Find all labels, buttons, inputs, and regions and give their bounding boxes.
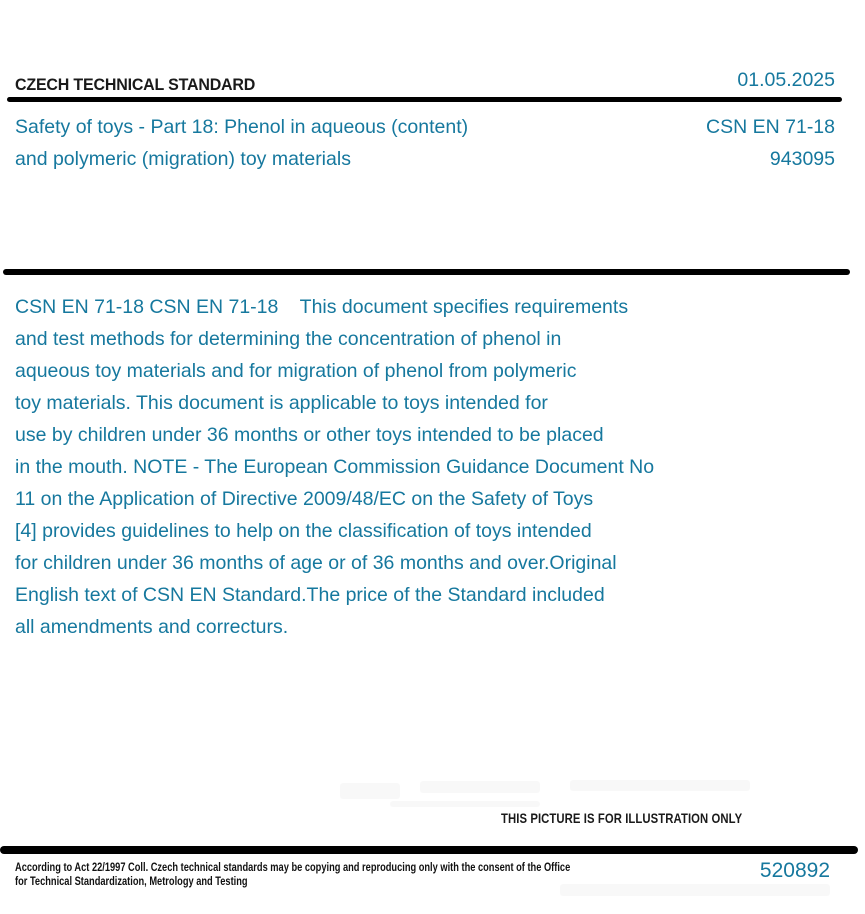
header-rule <box>7 97 842 102</box>
standard-designation: CSN EN 71-18 <box>706 116 835 138</box>
abstract-paragraph <box>15 291 654 643</box>
order-number: 520892 <box>759 859 830 882</box>
watermark-smudge <box>560 884 830 896</box>
abstract-line: use by children under 36 months or other toys intended to be placed <box>15 424 604 446</box>
footer-rule <box>0 846 858 854</box>
watermark-smudge <box>570 780 750 791</box>
legal-notice-line2: for Technical Standardization, Metrology and Testing <box>15 874 248 888</box>
abstract-line: 11 on the Application of Directive 2009/48/EC on the Safety of Toys <box>15 488 594 510</box>
abstract-line: for children under 36 months of age or of 36 months and over.Original <box>15 552 617 574</box>
watermark-smudge <box>340 783 400 799</box>
abstract-line: CSN EN 71-18 CSN EN 71-18 This document specifies requirements <box>15 296 629 318</box>
illustration-notice: THIS PICTURE IS FOR ILLUSTRATION ONLY <box>501 811 743 826</box>
watermark-smudge <box>420 781 540 793</box>
issue-date: 01.05.2025 <box>737 69 835 91</box>
standard-title-line2: and polymeric (migration) toy materials <box>15 148 351 170</box>
abstract-line: and test methods for determining the concentration of phenol in <box>15 328 562 350</box>
legal-notice <box>15 861 570 889</box>
abstract-line: aqueous toy materials and for migration of phenol from polymeric <box>15 360 577 382</box>
page-title: CZECH TECHNICAL STANDARD <box>15 76 256 94</box>
abstract-line: in the mouth. NOTE - The European Commission Guidance Document No <box>15 456 655 478</box>
abstract-line: all amendments and correcturs. <box>15 616 289 638</box>
abstract-line: [4] provides guidelines to help on the classification of toys intended <box>15 520 592 542</box>
abstract-line: English text of CSN EN Standard.The price of the Standard included <box>15 584 605 606</box>
divider-rule <box>3 269 850 275</box>
abstract-line: toy materials. This document is applicable to toys intended for <box>15 392 548 414</box>
standard-title-line1: Safety of toys - Part 18: Phenol in aqueous (content) <box>15 116 469 138</box>
catalog-number: 943095 <box>769 148 835 170</box>
legal-notice-line1: According to Act 22/1997 Coll. Czech technical standards may be copying and reproducing only with the consent of the Office <box>15 861 571 874</box>
watermark-smudge <box>390 801 540 807</box>
